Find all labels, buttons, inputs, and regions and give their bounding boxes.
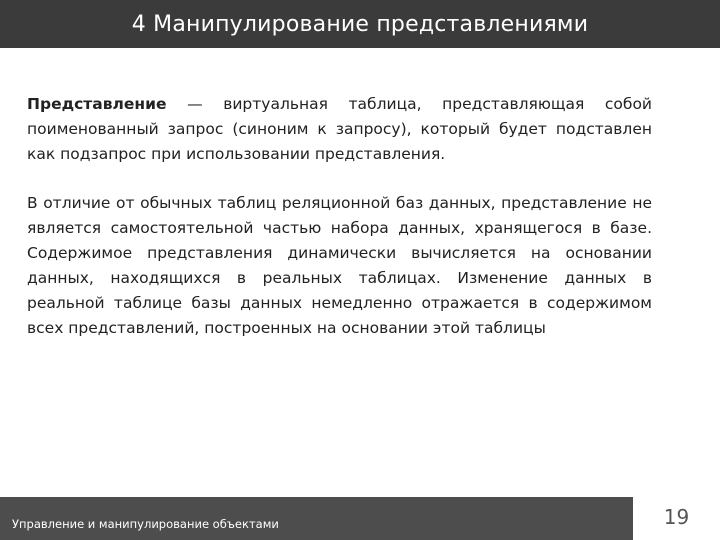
description-paragraph: В отличие от обычных таблиц реляционной баз данных, представление не является самостоятельной частью набора данных, хранящегося в базе. Содержимое представления динамически вычисляется на основании данных, находящихся в реальных таблицах. Изменение данных в реальной таблице базы данных немедленно отражается в содержимом всех представлений, построенных на основании этой таблицы xyxy=(27,194,652,337)
footer-caption: Управление и манипулирование объектами xyxy=(12,516,279,531)
slide-content xyxy=(27,92,652,341)
page-number: 19 xyxy=(663,504,690,529)
slide-title: 4 Манипулирование представлениями xyxy=(131,11,589,37)
definition-term: Представление xyxy=(27,95,167,113)
definition-text: — виртуальная таблица, представляющая собой поименованный запрос (синоним к запросу), который будет подставлен как подзапрос при использовании представления. xyxy=(27,95,652,163)
footer-bar xyxy=(0,497,633,540)
slide-title-bar xyxy=(0,0,720,48)
definition-paragraph xyxy=(27,92,652,167)
